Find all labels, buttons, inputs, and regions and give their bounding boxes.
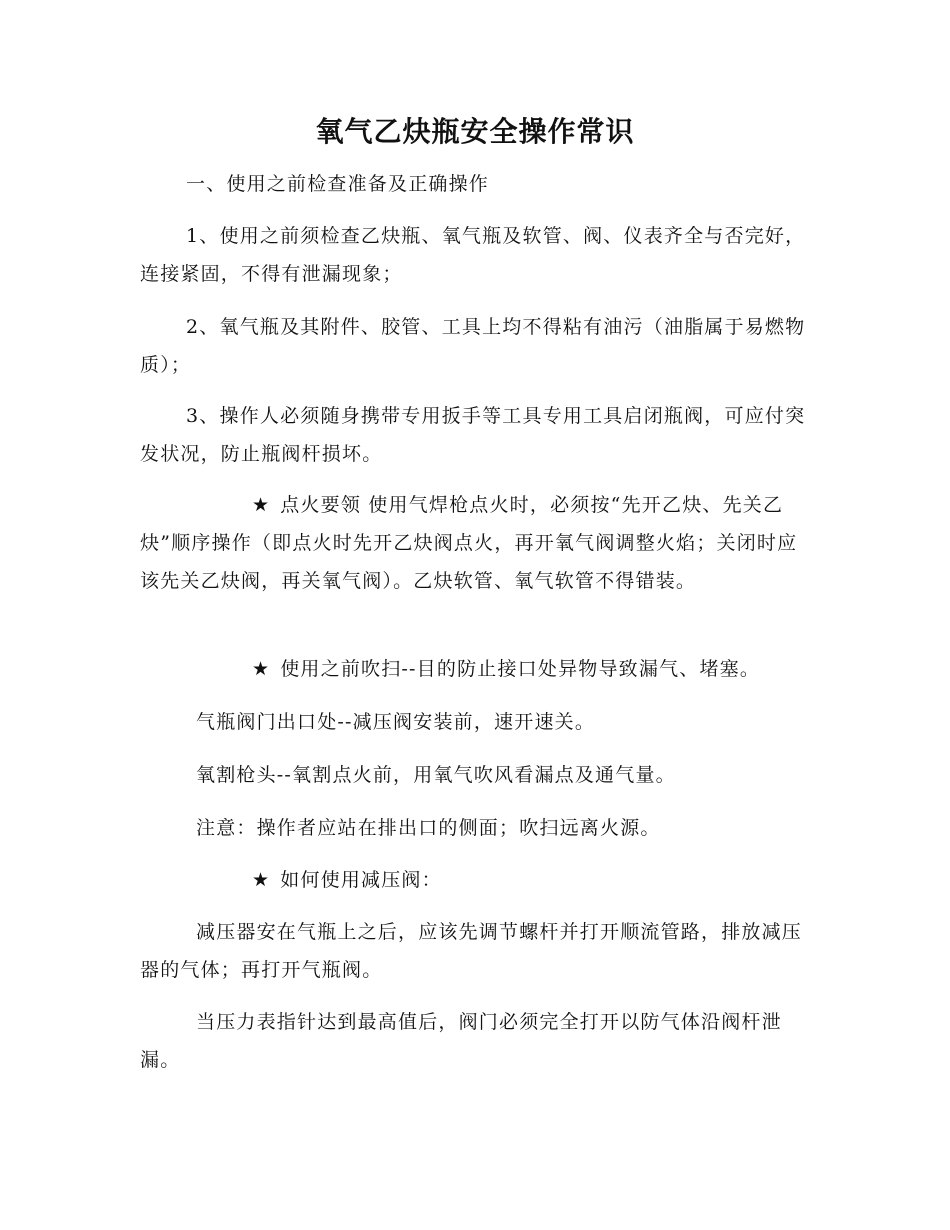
- ignition-paragraph: [140, 486, 808, 600]
- regulator-step-2-paragraph: 当压力表指针达到最高值后，阀门必须完全打开以防气体沿阀杆泄漏。: [140, 1011, 782, 1071]
- purge-valve-paragraph: 气瓶阀门出口处--减压阀安装前，速开速关。: [196, 711, 596, 733]
- purge-note-paragraph: 注意：操作者应站在排出口的侧面；吹扫远离火源。: [196, 817, 661, 839]
- section-heading: 一、使用之前检查准备及正确操作: [186, 173, 490, 195]
- ignition-text: 点火要领 使用气焊枪点火时，必须按“先开乙炔、先关乙炔”顺序操作（即点火时先开乙炔阀点火，再开氧气阀调整火焰；关闭时应该先关乙炔阀，再关氧气阀）。乙炔软管、氧气软管不得错装。: [140, 494, 798, 592]
- item-1-paragraph: 1、使用之前须检查乙炔瓶、氧气瓶及软管、阀、仪表齐全与否完好，连接紧固，不得有泄漏现象；: [140, 225, 806, 285]
- document-title: 氧气乙炔瓶安全操作常识: [315, 115, 635, 148]
- star-icon: ★: [252, 658, 271, 680]
- regulator-text: 如何使用减压阀：: [280, 869, 442, 891]
- purge-text: 使用之前吹扫--目的防止接口处异物导致漏气、堵塞。: [280, 658, 761, 680]
- item-3-paragraph: 3、操作人必须随身携带专用扳手等工具专用工具启闭瓶阀，可应付突发状况，防止瓶阀杆损坏。: [140, 405, 806, 465]
- regulator-step-1-paragraph: 减压器安在气瓶上之后，应该先调节螺杆并打开顺流管路，排放减压器的气体；再打开气瓶阀。: [140, 921, 803, 981]
- star-icon: ★: [252, 494, 271, 516]
- star-icon: ★: [252, 869, 271, 891]
- purge-paragraph: [140, 650, 808, 688]
- purge-torch-paragraph: 氧割枪头--氧割点火前，用氧气吹风看漏点及通气量。: [196, 764, 676, 786]
- item-2-paragraph: 2、氧气瓶及其附件、胶管、工具上均不得粘有油污（油脂属于易燃物质）；: [140, 316, 806, 376]
- regulator-heading-paragraph: [140, 861, 808, 899]
